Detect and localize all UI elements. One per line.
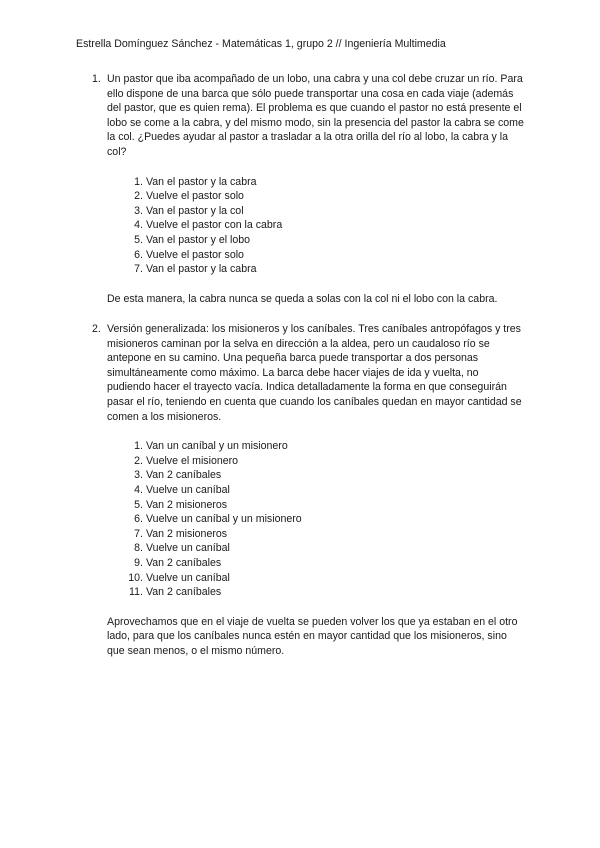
step-item bbox=[127, 262, 524, 277]
step-item bbox=[127, 498, 524, 513]
step-text: Van el pastor y la cabra bbox=[146, 263, 257, 276]
step-text: Vuelve un caníbal bbox=[146, 483, 230, 496]
step-text: Van el pastor y el lobo bbox=[146, 233, 251, 246]
solution-steps bbox=[127, 439, 524, 600]
step-text: Vuelve un caníbal bbox=[146, 542, 230, 555]
step-text: Vuelve el pastor solo bbox=[146, 190, 244, 203]
step-text: Van 2 caníbales bbox=[146, 586, 222, 599]
problem-2 bbox=[92, 322, 524, 658]
step-number: 2. bbox=[134, 190, 143, 203]
step-item bbox=[127, 189, 524, 204]
step-item bbox=[127, 204, 524, 219]
step-number: 7. bbox=[134, 263, 143, 276]
step-number: 3. bbox=[134, 204, 143, 217]
step-number: 6. bbox=[134, 513, 143, 526]
step-item bbox=[127, 483, 524, 498]
step-number: 10. bbox=[128, 571, 143, 584]
step-text: Van un caníbal y un misionero bbox=[146, 440, 288, 453]
step-text: Vuelve el pastor con la cabra bbox=[146, 219, 283, 232]
step-text: Vuelve el pastor solo bbox=[146, 248, 244, 261]
step-item bbox=[127, 512, 524, 527]
step-number: 8. bbox=[134, 542, 143, 555]
step-text: Van 2 misioneros bbox=[146, 498, 228, 511]
step-text: Vuelve un caníbal y un misionero bbox=[146, 513, 302, 526]
step-item bbox=[127, 585, 524, 600]
step-number: 9. bbox=[134, 556, 143, 569]
step-text: Van 2 caníbales bbox=[146, 469, 222, 482]
step-item bbox=[127, 556, 524, 571]
step-number: 1. bbox=[134, 175, 143, 188]
step-number: 5. bbox=[134, 498, 143, 511]
step-text: Van 2 caníbales bbox=[146, 556, 222, 569]
step-item bbox=[127, 571, 524, 586]
step-number: 6. bbox=[134, 248, 143, 261]
conclusion-paragraph: De esta manera, la cabra nunca se queda a solas con la col ni el lobo con la cabra. bbox=[107, 292, 498, 305]
problem-number: 2. bbox=[92, 323, 101, 335]
step-number: 5. bbox=[134, 233, 143, 246]
step-item bbox=[127, 218, 524, 233]
problem-statement: Versión generalizada: los misioneros y los caníbales. Tres caníbales antropófagos y tres misioneros caminan por la selva en dirección a la aldea, pero un caudaloso río se antepone en su camino. Una pequeña barca puede transportar a dos personas simultáneamente como máximo. La barca debe hacer viajes de ida y vuelta, no pudiendo hacer el trayecto vacía. Indica detalladamente la forma en que conseguirán pasar el río, teniendo en cuenta que cuando los caníbales quedan en mayor cantidad se comen a los misioneros. bbox=[107, 323, 522, 423]
step-item bbox=[127, 175, 524, 190]
step-number: 11. bbox=[129, 586, 143, 599]
step-item bbox=[127, 527, 524, 542]
step-item bbox=[127, 248, 524, 263]
solution-steps bbox=[127, 175, 524, 277]
step-item bbox=[127, 454, 524, 469]
step-item bbox=[127, 439, 524, 454]
step-item bbox=[127, 541, 524, 556]
step-number: 4. bbox=[134, 219, 143, 232]
step-text: Vuelve el misionero bbox=[146, 454, 239, 467]
step-text: Van el pastor y la col bbox=[146, 204, 244, 217]
step-text: Vuelve un caníbal bbox=[146, 571, 230, 584]
problem-1 bbox=[92, 72, 524, 306]
step-number: 2. bbox=[134, 454, 143, 467]
step-number: 3. bbox=[134, 469, 143, 482]
step-number: 7. bbox=[134, 527, 143, 540]
step-item bbox=[127, 468, 524, 483]
step-number: 1. bbox=[134, 440, 143, 453]
step-item bbox=[127, 233, 524, 248]
problem-statement: Un pastor que iba acompañado de un lobo, una cabra y una col debe cruzar un río. Para ello dispone de una barca que sólo puede transportar una cosa en cada viaje (además del pastor, que es quien rema). El problema es que cuando el pastor no está presente el lobo se come a la cabra, y del mismo modo, sin la presencia del pastor la cabra se come la col. ¿Puedes ayudar al pastor a trasladar a la otra orilla del río al lobo, la cabra y la col? bbox=[107, 73, 524, 158]
problem-number: 1. bbox=[92, 73, 101, 85]
step-text: Van 2 misioneros bbox=[146, 527, 228, 540]
document-header: Estrella Domínguez Sánchez - Matemáticas 1, grupo 2 // Ingeniería Multimedia bbox=[76, 38, 446, 50]
step-text: Van el pastor y la cabra bbox=[146, 175, 257, 188]
step-number: 4. bbox=[134, 483, 143, 496]
conclusion-paragraph: Aprovechamos que en el viaje de vuelta se pueden volver los que ya estaban en el otro lado, para que los caníbales nunca estén en mayor cantidad que los misioneros, sino que sean menos, o el mismo número. bbox=[107, 615, 518, 657]
